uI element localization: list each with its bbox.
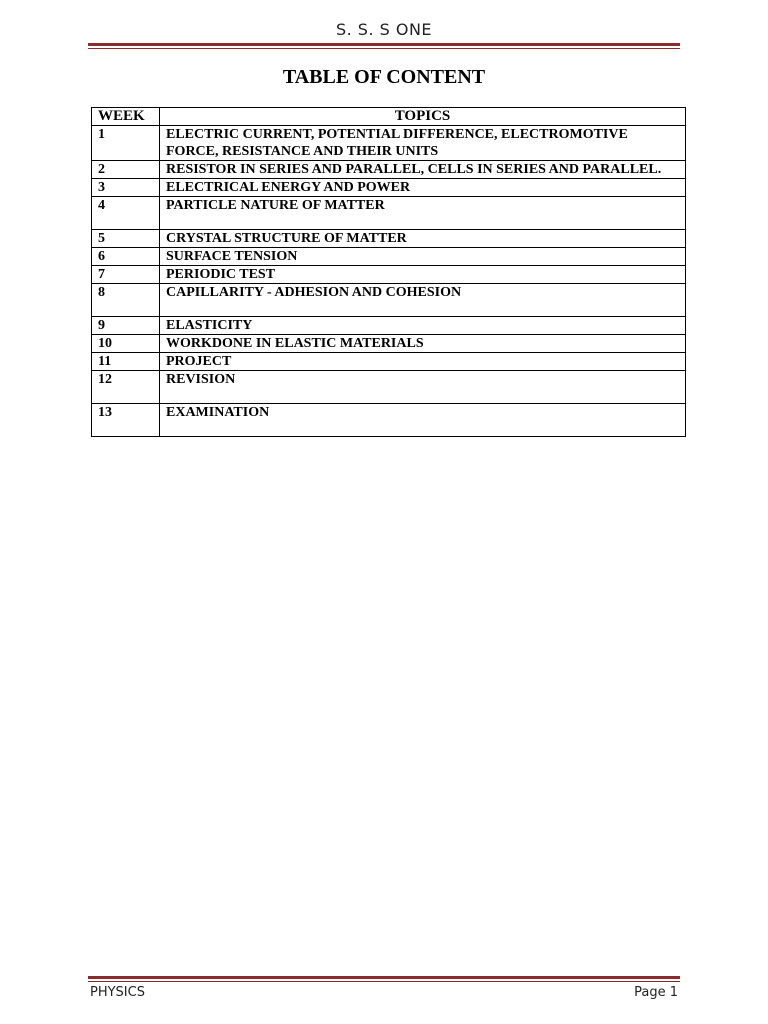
topic-cell: ELECTRIC CURRENT, POTENTIAL DIFFERENCE, ELECTROMOTIVE FORCE, RESISTANCE AND THEIR UNITS (160, 126, 686, 161)
week-cell: 12 (92, 371, 160, 404)
footer-rule (88, 976, 680, 982)
table-row (92, 404, 686, 437)
week-cell: 3 (92, 179, 160, 197)
week-cell: 6 (92, 248, 160, 266)
header-rule (88, 43, 680, 49)
topic-cell: CAPILLARITY - ADHESION AND COHESION (160, 284, 686, 317)
topic-cell: PERIODIC TEST (160, 266, 686, 284)
table-row (92, 230, 686, 248)
topic-cell: WORKDONE IN ELASTIC MATERIALS (160, 335, 686, 353)
table-row (92, 266, 686, 284)
table-header-row (92, 108, 686, 126)
table-row (92, 126, 686, 161)
page-header-title: S. S. S ONE (335, 20, 433, 39)
week-column-header: WEEK (92, 108, 160, 126)
week-cell: 5 (92, 230, 160, 248)
table-row (92, 179, 686, 197)
week-cell: 7 (92, 266, 160, 284)
week-cell: 8 (92, 284, 160, 317)
footer-page-number: Page 1 (634, 985, 678, 1000)
week-cell: 11 (92, 353, 160, 371)
week-cell: 13 (92, 404, 160, 437)
topic-cell: RESISTOR IN SERIES AND PARALLEL, CELLS IN SERIES AND PARALLEL. (160, 161, 686, 179)
topic-cell: SURFACE TENSION (160, 248, 686, 266)
table-row (92, 161, 686, 179)
table-row (92, 371, 686, 404)
topic-cell: ELECTRICAL ENERGY AND POWER (160, 179, 686, 197)
topic-cell: PARTICLE NATURE OF MATTER (160, 197, 686, 230)
table-row (92, 248, 686, 266)
table-row (92, 335, 686, 353)
topic-cell: EXAMINATION (160, 404, 686, 437)
topic-cell: ELASTICITY (160, 317, 686, 335)
footer-subject: PHYSICS (90, 985, 145, 1000)
topic-cell: PROJECT (160, 353, 686, 371)
week-cell: 9 (92, 317, 160, 335)
table-row (92, 197, 686, 230)
week-cell: 4 (92, 197, 160, 230)
table-row (92, 353, 686, 371)
week-cell: 10 (92, 335, 160, 353)
week-cell: 2 (92, 161, 160, 179)
table-of-content (91, 107, 686, 437)
document-title: TABLE OF CONTENT (282, 66, 486, 88)
topic-cell: CRYSTAL STRUCTURE OF MATTER (160, 230, 686, 248)
topics-column-header: TOPICS (160, 108, 686, 126)
table-row (92, 317, 686, 335)
table-row (92, 284, 686, 317)
week-cell: 1 (92, 126, 160, 161)
topic-cell: REVISION (160, 371, 686, 404)
